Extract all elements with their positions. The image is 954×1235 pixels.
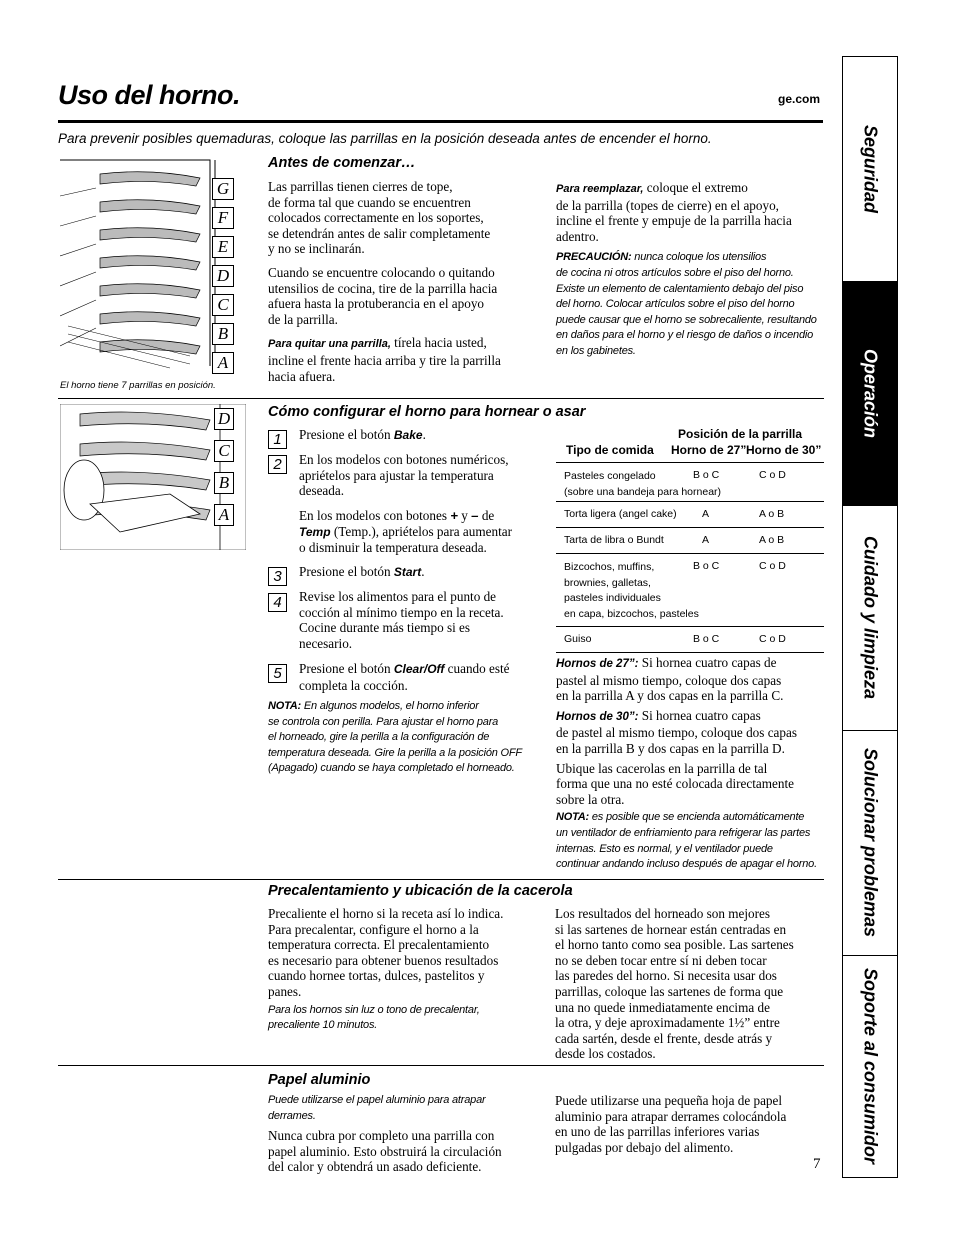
section-divider — [58, 1065, 824, 1066]
step-number: 2 — [268, 455, 287, 474]
step-2-text: En los modelos con botones numéricos, apriételos para ajustar la temperatura deseada. — [299, 452, 509, 499]
nota-lower-oven: NOTA: En algunos modelos, el horno inferior se controla con perilla. Para ajustar el horno para el horneado, gire la perilla a la configuración de temperatura deseada. Gire la perilla a la posición OFF (Apagado) cuando se haya completado el horneado. — [268, 700, 522, 775]
tab-operacion[interactable]: Operación — [843, 282, 897, 506]
step-1-text: Presione el botón Bake. — [299, 427, 426, 442]
step-5-text: Presione el botón Clear/Off cuando esté completa la cocción. — [299, 661, 510, 693]
rack-letter-d: D — [212, 265, 234, 287]
table-row: Bizcochos, muffins, brownies, galletas, pasteles individuales en capa, bizcochos, pasteles B o C C o D — [556, 554, 824, 627]
step-number: 1 — [268, 430, 287, 449]
rack-letter-g: G — [212, 178, 234, 200]
table-header: Posición de la parrilla Tipo de comida Horno de 27” Horno de 30” — [556, 426, 824, 463]
oven-racks-figure-2 — [60, 404, 246, 550]
rack-letter-a: A — [212, 352, 234, 374]
rack-letter-labels-2 — [214, 408, 234, 536]
precalentamiento-heading: Precalentamiento y ubicación de la cacerola — [268, 883, 573, 899]
table-row: Torta ligera (angel cake) A A o B — [556, 502, 824, 528]
tab-seguridad[interactable]: Seguridad — [843, 57, 897, 282]
hornos-notes: Hornos de 27”: Si hornea cuatro capas de pastel al mismo tiempo, coloque dos capas en la parrilla A y dos capas en la parrilla C. Hornos de 30”: Si hornea cuatro capas de pastel al mismo tiempo, coloque dos capas en la parrilla B y dos capas en la parrilla D. Ubique las cacerolas en la parrilla de tal forma que una no esté colocada directamente sobre la otra. NOTA: es posible que se encienda automáticamente un ventilador de enfriamiento para refrigerar las partes internas. Esto es normal, y el ventilador puede continuar andando incluso después de apagar el horno. — [556, 655, 817, 871]
rack-letter-b2: B — [214, 472, 234, 494]
step-number: 5 — [268, 664, 287, 683]
papel-heading: Papel aluminio — [268, 1072, 371, 1088]
rack-letter-b: B — [212, 323, 234, 345]
antes-col-right: Para reemplazar, coloque el extremo de la parrilla (topes de cierre) en el apoyo, incline el frente y empuje de la parrilla hacia adentro. PRECAUCIÓN: nunca coloque los utensilios de cocina ni otros artículos sobre el piso del horno. Existe un elemento de calentamiento debajo del piso del horno. Colocar artículos sobre el piso del horno puede causar que el horno se sobrecaliente, resultando en daños para el horno y el riesgo de daños o incendio en los gabinetes. — [556, 180, 831, 360]
quitar-paragraph: Para quitar una parrilla, tírela hacia usted, — [268, 335, 487, 351]
section-divider — [58, 398, 824, 399]
reemplazar-paragraph: Para reemplazar, coloque el extremo — [556, 180, 748, 195]
tab-cuidado-limpieza[interactable]: Cuidado y limpieza — [843, 506, 897, 731]
section-divider — [58, 879, 824, 880]
papel-left: Puede utilizarse el papel aluminio para atrapar derrames. Nunca cubra por completo una parrilla con papel aluminio. Esto obstruirá la circulación del calor y obtendrá un asado deficiente. — [268, 1094, 502, 1175]
table-row: Pasteles congelado (sobre una bandeja para hornear) B o C C o D — [556, 463, 824, 502]
figure-caption: El horno tiene 7 parrillas en posición. — [60, 380, 216, 391]
section-sidebar — [842, 56, 898, 1178]
intro-text: Para prevenir posibles quemaduras, coloque las parrillas en la posición deseada antes de encender el horno. — [58, 131, 712, 146]
rack-letter-c2: C — [214, 440, 234, 462]
table-row: Guiso B o C C o D — [556, 627, 824, 653]
papel-right: Puede utilizarse una pequeña hoja de papel aluminio para atrapar derrames colocándola en uno de las parrillas inferiores varias pulgadas por debajo del alimento. — [555, 1093, 787, 1155]
precaucion-paragraph: PRECAUCIÓN: nunca coloque los utensilios — [556, 251, 767, 264]
page-number: 7 — [813, 1156, 821, 1172]
precalentamiento-right: Los resultados del horneado son mejores si las sartenes de hornear están centradas en el horno tanto como sea posible. Las sartenes no se deben tocar entre sí ni deben tocar las paredes del horno. Si necesita usar dos parrillas, coloque las sartenes de forma que una no quede inmediatamente encima de la otra, y deje aproximadamente 1½” entre cada sartén, desde el frente, desde atrás y desde los costados. — [555, 906, 794, 1062]
step-2b-text: En los modelos con botones + y – de Temp (Temp.), apriételos para aumentar o disminuir la temperatura deseada. — [299, 508, 512, 556]
table-row: Tarta de libra o Bundt A A o B — [556, 528, 824, 554]
rack-position-table — [556, 426, 824, 653]
step-4-text: Revise los alimentos para el punto de cocción al mínimo tiempo en la receta. Cocine durante más tiempo si es necesario. — [299, 589, 504, 651]
antes-heading: Antes de comenzar… — [268, 155, 416, 171]
tab-solucionar-problemas[interactable]: Solucionar problemas — [843, 731, 897, 956]
page-title: Uso del horno. — [58, 80, 240, 110]
precalentamiento-left: Precaliente el horno si la receta así lo indica. Para precalentar, configure el horno a la temperatura correcta. El precalentamiento es necesario para obtener buenos resultados cuando hornee tortas, dulces, pastelitos y panes. Para los hornos sin luz o tono de precalentar, precaliente 10 minutos. — [268, 906, 504, 1032]
configurar-heading: Cómo configurar el horno para hornear o asar — [268, 404, 586, 420]
rack-letter-e: E — [212, 236, 234, 258]
rack-letter-d2: D — [214, 408, 234, 430]
header-rule — [58, 120, 823, 123]
antes-col-left: Las parrillas tienen cierres de tope, de forma tal que cuando se encuentren colocados correctamente en los soportes, se detendrán antes de salir completamente y no se inclinarán. Cuando se encuentre colocando o quitando utensilios de cocina, tire de la parrilla hacia afuera hasta la protuberancia en el apoyo de la parrilla. Para quitar una parrilla, tírela hacia usted, incline el frente hacia arriba y tire la parrilla hacia afuera. — [268, 179, 538, 384]
tab-soporte-consumidor[interactable]: Soporte al consumidor — [860, 968, 881, 1165]
website-label: ge.com — [778, 92, 821, 106]
rack-letter-f: F — [212, 207, 234, 229]
step-number: 3 — [268, 567, 287, 586]
rack-letter-labels — [212, 178, 234, 381]
rack-letter-a2: A — [214, 504, 234, 526]
oven-racks-figure — [60, 156, 248, 370]
rack-letter-c: C — [212, 294, 234, 316]
step-3-text: Presione el botón Start. — [299, 564, 425, 579]
step-number: 4 — [268, 593, 287, 612]
